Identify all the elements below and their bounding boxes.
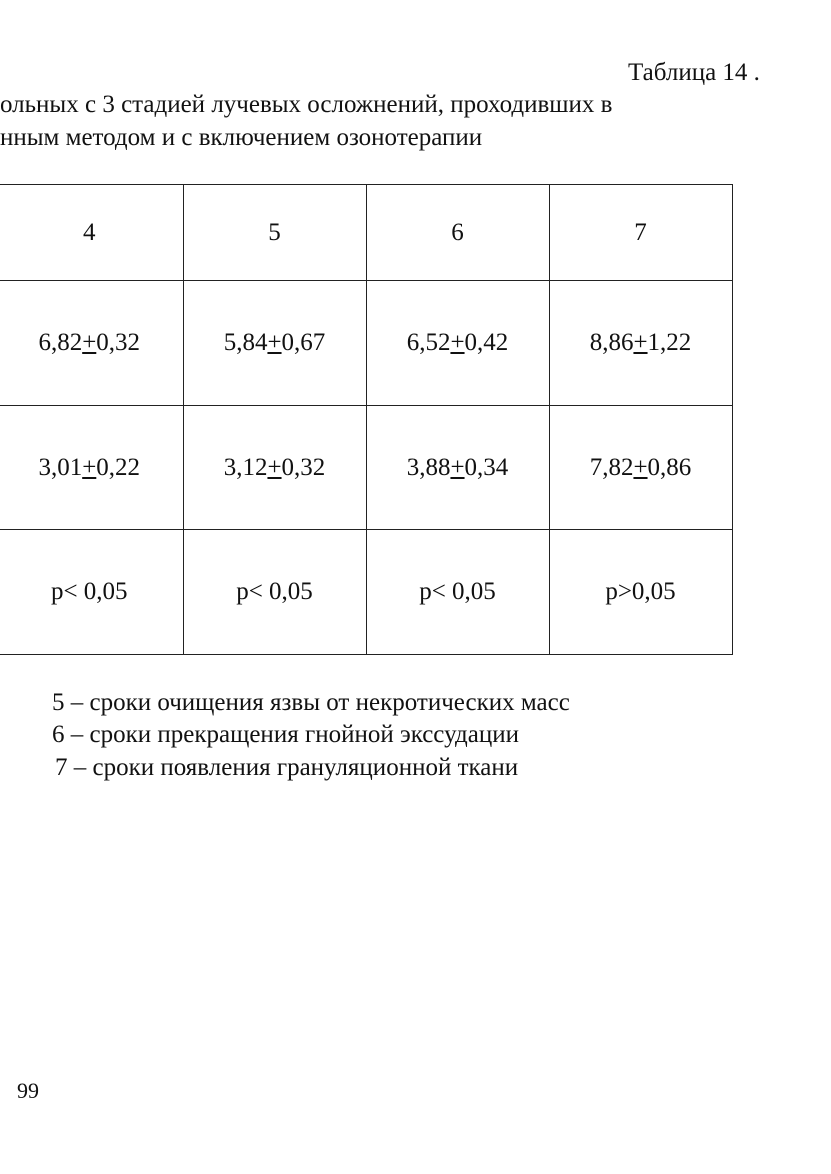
table-row bbox=[0, 281, 732, 406]
value-mean: 6,82 bbox=[38, 329, 83, 356]
value-error: 0,67 bbox=[281, 329, 326, 356]
value-mean: 3,12 bbox=[223, 453, 268, 481]
significance-cell: p< 0,05 bbox=[183, 530, 366, 655]
value-mean: 6,52 bbox=[406, 329, 451, 356]
page-number: 99 bbox=[17, 1078, 39, 1103]
value-cell bbox=[366, 281, 549, 406]
value-error: 1,22 bbox=[647, 329, 692, 356]
table-header-row bbox=[0, 185, 732, 281]
significance-cell: p< 0,05 bbox=[0, 530, 183, 655]
plus-minus-sign: + bbox=[82, 453, 97, 481]
plus-minus-sign: + bbox=[450, 329, 465, 356]
table-row bbox=[0, 406, 732, 530]
value-error: 0,86 bbox=[647, 453, 692, 481]
plus-minus-sign: + bbox=[267, 329, 282, 356]
header-cell-6: 6 bbox=[366, 185, 549, 281]
header-cell-5: 5 bbox=[183, 185, 366, 281]
value-error: 0,34 bbox=[464, 453, 509, 481]
legend-item-5: 5 – сроки очищения язвы от некротических масс bbox=[52, 689, 570, 716]
value-cell bbox=[183, 281, 366, 406]
value-error: 0,32 bbox=[281, 453, 326, 481]
value-mean: 5,84 bbox=[223, 329, 268, 356]
table-title-line-1: ольных с 3 стадией лучевых осложнений, проходивших в bbox=[0, 91, 613, 118]
value-mean: 8,86 bbox=[589, 329, 634, 356]
value-cell bbox=[366, 406, 549, 530]
value-cell bbox=[183, 406, 366, 530]
legend-item-7: 7 – сроки появления грануляционной ткани bbox=[55, 754, 519, 781]
plus-minus-sign: + bbox=[82, 329, 97, 356]
table-significance-row bbox=[0, 530, 732, 655]
legend-item-6: 6 – сроки прекращения гнойной экссудации bbox=[52, 721, 519, 748]
value-cell bbox=[549, 281, 732, 406]
value-error: 0,22 bbox=[96, 453, 141, 481]
value-error: 0,32 bbox=[96, 329, 141, 356]
data-table bbox=[0, 184, 733, 655]
header-cell-7: 7 bbox=[549, 185, 732, 281]
value-mean: 3,88 bbox=[406, 453, 451, 481]
value-mean: 7,82 bbox=[589, 453, 634, 481]
table-title-line-2: нным методом и с включением озонотерапии bbox=[0, 124, 483, 151]
plus-minus-sign: + bbox=[450, 453, 465, 481]
significance-cell: p< 0,05 bbox=[366, 530, 549, 655]
table-caption: Таблица 14 . bbox=[628, 59, 760, 86]
value-cell bbox=[0, 281, 183, 406]
plus-minus-sign: + bbox=[633, 453, 648, 481]
value-cell bbox=[549, 406, 732, 530]
header-cell-4: 4 bbox=[0, 185, 183, 281]
significance-cell: p>0,05 bbox=[549, 530, 732, 655]
value-cell bbox=[0, 406, 183, 530]
value-mean: 3,01 bbox=[38, 453, 83, 481]
value-error: 0,42 bbox=[464, 329, 509, 356]
plus-minus-sign: + bbox=[633, 329, 648, 356]
plus-minus-sign: + bbox=[267, 453, 282, 481]
